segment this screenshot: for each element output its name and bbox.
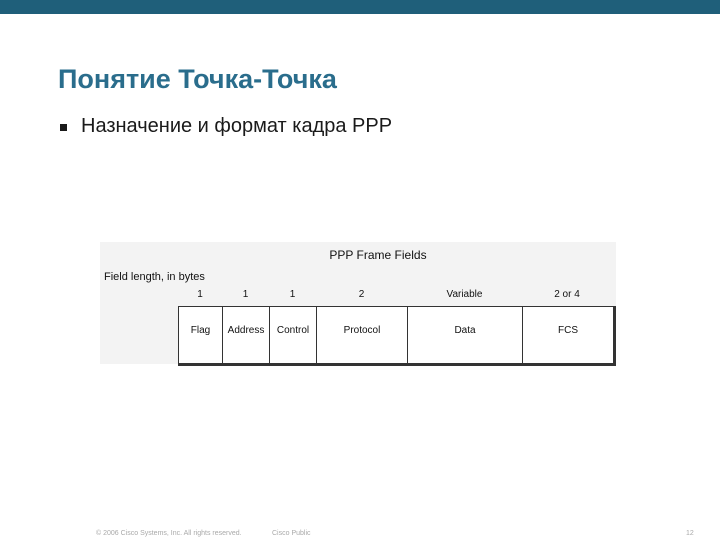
field-cell-protocol: Protocol xyxy=(317,307,408,363)
field-length-protocol: 2 xyxy=(358,289,365,300)
field-length-fcs: 2 or 4 xyxy=(554,289,580,300)
square-bullet-icon xyxy=(60,124,67,131)
footer-classification: Cisco Public xyxy=(272,530,311,537)
field-length-address: 1 xyxy=(242,289,249,300)
field-cell-control: Control xyxy=(270,307,317,363)
bullet-item xyxy=(60,115,392,138)
field-cell-address: Address xyxy=(223,307,270,363)
field-length-caption: Field length, in bytes xyxy=(104,271,205,283)
field-lengths-row xyxy=(178,289,612,303)
page-number: 12 xyxy=(686,530,694,537)
field-length-data: Variable xyxy=(446,289,483,300)
field-cell-data: Data xyxy=(408,307,523,363)
bullet-text: Назначение и формат кадра PPP xyxy=(81,115,393,137)
field-length-flag: 1 xyxy=(197,289,203,300)
figure-title: PPP Frame Fields xyxy=(329,248,427,262)
field-cell-fcs: FCS xyxy=(558,324,578,336)
ppp-frame-figure xyxy=(100,242,616,370)
field-length-control: 1 xyxy=(289,289,296,300)
field-cell-flag: Flag xyxy=(179,307,223,363)
frame-fields-table xyxy=(178,306,616,366)
top-bar xyxy=(0,0,720,14)
slide-title: Понятие Точка-Точка xyxy=(58,64,337,94)
footer-copyright: © 2006 Cisco Systems, Inc. All rights reserved. xyxy=(96,530,242,537)
